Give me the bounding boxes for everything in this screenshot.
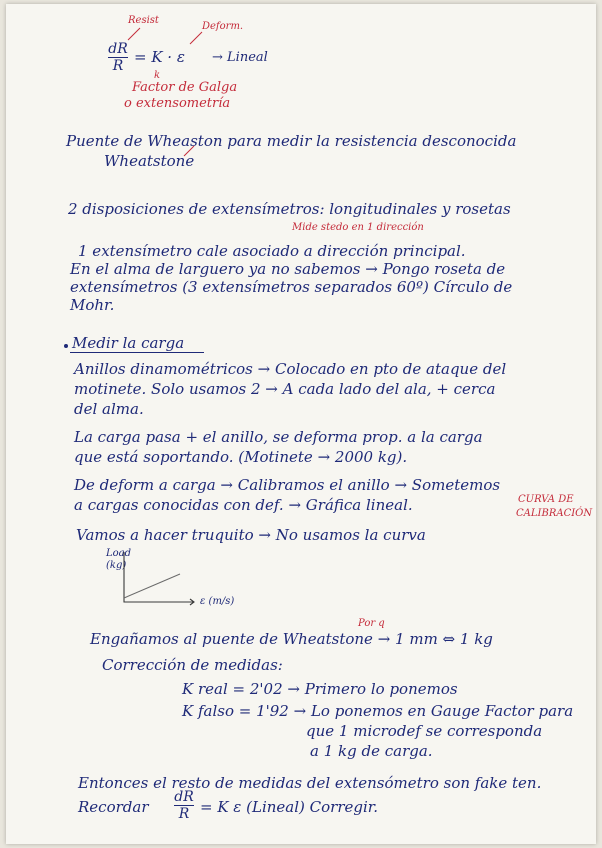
para3-line1: La carga pasa + el anillo, se deforma prop. a la carga	[74, 428, 483, 446]
frac-den: R	[112, 58, 124, 74]
calibration-graph	[120, 552, 196, 608]
formula-fraction	[108, 42, 128, 73]
para4-line2: a cargas conocidas con def. → Gráfica lineal.	[74, 496, 413, 514]
line-entonces: Entonces el resto de medidas del extensómetro son fake ten.	[78, 774, 542, 792]
heading-medir-carga: Medir la carga	[72, 334, 185, 352]
line-enganamos: Engañamos al puente de Wheatstone → 1 mm ⇔ 1 kg	[90, 630, 493, 648]
para1-line4: Mohr.	[70, 296, 115, 314]
label-deform: Deform.	[202, 21, 244, 32]
para1-line2: En el alma de larguero ya no sabemos → Pongo roseta de	[70, 260, 506, 278]
recordar-frac-num: dR	[174, 789, 194, 805]
graph-ylabel-1: Load	[106, 548, 132, 559]
para2-line2: motinete. Solo usamos 2 → A cada lado del ala, + cerca	[74, 380, 496, 398]
formula-rhs: = K · ε	[134, 48, 185, 66]
label-resist: Resist	[128, 15, 159, 26]
para2-line1: Anillos dinamométricos → Colocado en pto de ataque del	[74, 360, 507, 378]
line-truquito: Vamos a hacer truquito → No usamos la curva	[76, 526, 426, 544]
line-mide: Mide stedo en 1 dirección	[292, 222, 424, 233]
line-correccion: Corrección de medidas:	[102, 656, 283, 674]
para3-line2: que está soportando. (Motinete → 2000 kg).	[74, 448, 408, 466]
line-recordar-label: Recordar	[78, 798, 149, 816]
recordar-fraction	[174, 790, 194, 821]
line-kreal: K real = 2'02 → Primero lo ponemos	[182, 680, 458, 698]
graph-line	[124, 574, 180, 598]
line-bridge: Puente de Wheaston para medir la resistencia desconocida	[66, 132, 517, 150]
arrow-deform-icon	[186, 30, 206, 46]
line-kfalso-1: K falso = 1'92 → Lo ponemos en Gauge Factor para	[182, 702, 574, 720]
line-disposiciones: 2 disposiciones de extensímetros: longitudinales y rosetas	[68, 200, 511, 218]
correction-arrow-icon	[182, 144, 198, 158]
curva-label-1: CURVA DE	[518, 494, 574, 505]
label-k: k	[154, 70, 161, 81]
notebook-page	[6, 4, 596, 844]
heading-underline	[70, 352, 204, 353]
formula-note-linear: → Lineal	[212, 50, 268, 65]
para1-line1: 1 extensímetro cale asociado a dirección principal.	[78, 242, 466, 260]
para2-line3: del alma.	[74, 400, 144, 418]
graph-ylabel-2: (kg)	[106, 560, 127, 571]
line-kfalso-3: a 1 kg de carga.	[310, 742, 433, 760]
label-gauge-factor: Factor de Galga	[132, 80, 238, 95]
line-bridge-correction: Wheatstone	[104, 152, 195, 170]
line-recordar-rest: = K ε (Lineal) Corregir.	[200, 798, 379, 816]
arrow-resist-icon	[124, 26, 144, 42]
graph-xlabel: ε (m/s)	[200, 596, 235, 607]
label-extensometria: o extensometría	[124, 96, 231, 111]
para1-line3: extensímetros (3 extensímetros separados 60º) Círculo de	[70, 278, 513, 296]
recordar-frac-den: R	[178, 806, 190, 822]
line-kfalso-2: que 1 microdef se corresponda	[306, 722, 543, 740]
frac-num: dR	[108, 41, 128, 57]
para4-line1: De deform a carga → Calibramos el anillo → Sometemos	[74, 476, 501, 494]
note-por-q: Por q	[358, 618, 385, 629]
graph-axes	[124, 552, 194, 602]
curva-label-2: CALIBRACIÓN	[516, 508, 593, 519]
bullet-dot	[64, 344, 68, 348]
